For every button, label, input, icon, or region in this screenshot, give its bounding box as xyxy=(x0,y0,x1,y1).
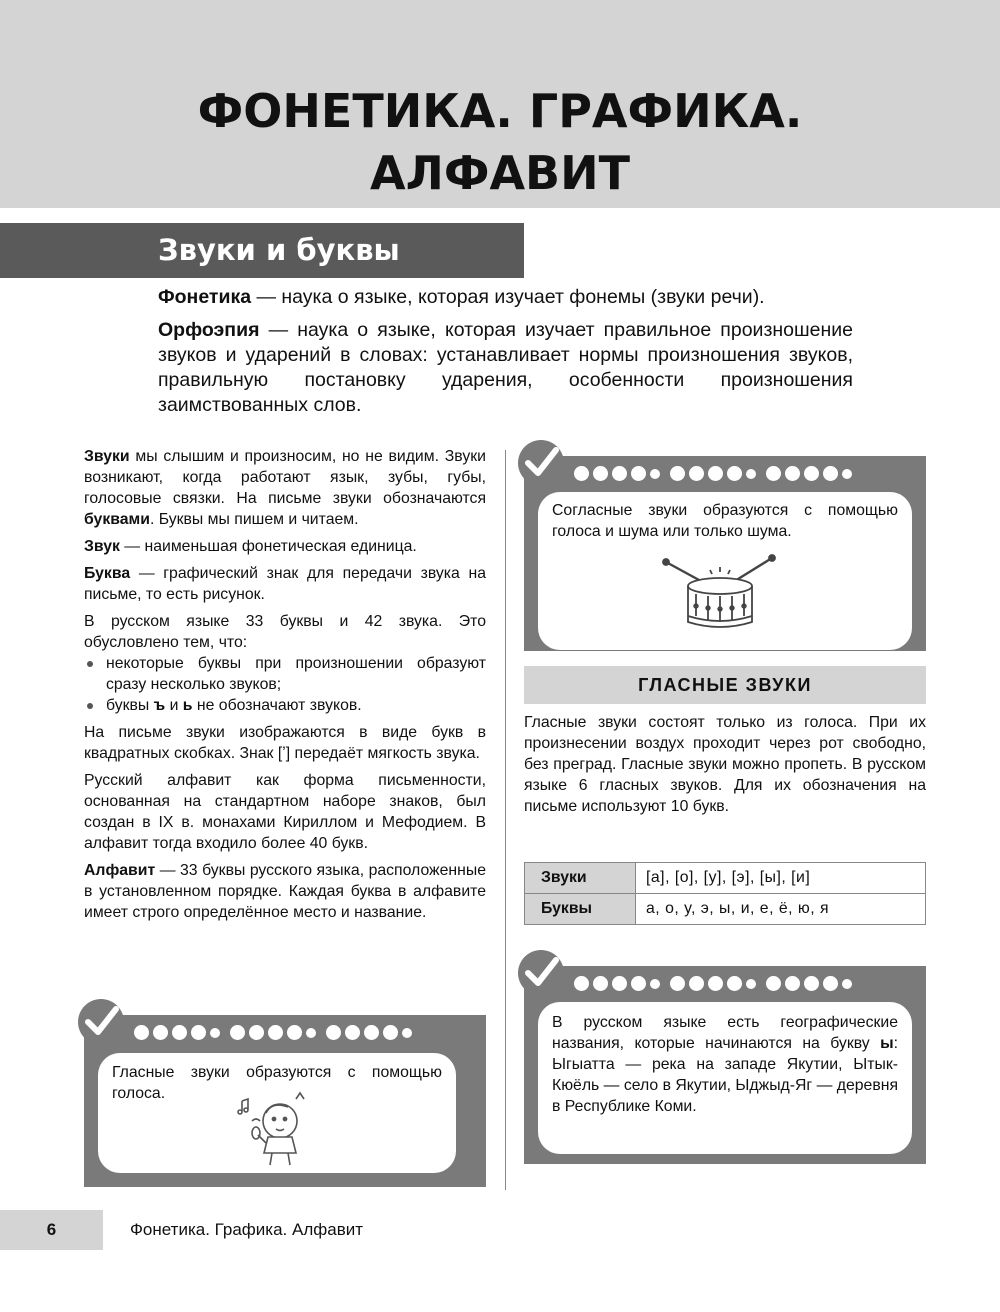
definition-letter: Буква — графический знак для передачи звука на письме, то есть рисунок. xyxy=(84,565,486,603)
table-row xyxy=(525,863,926,894)
running-title: Фонетика. Графика. Алфавит xyxy=(130,1220,364,1239)
chapter-title-line-1: ФОНЕТИКА. ГРАФИКА. xyxy=(197,84,803,138)
table-row-value-sounds: [а], [о], [у], [э], [ы], [и] xyxy=(636,863,926,894)
definition-alphabet: Алфавит — 33 буквы русского языка, расположенные в установленном порядке. Каждая буква в алфавите имеет строго определённое место и название. xyxy=(84,862,486,921)
vowels-section-header: ГЛАСНЫЕ ЗВУКИ xyxy=(524,666,926,704)
note-box-consonants xyxy=(524,456,926,651)
page-number: 6 xyxy=(46,1220,57,1239)
chapter-title xyxy=(0,80,1000,204)
term-orthoepy: Орфоэпия xyxy=(158,319,260,341)
paragraph-sounds: Звуки мы слышим и произносим, но не видим. Звуки возникают, когда работают язык, зубы, губы, голосовые связки. На письме звуки обозначаются буквами. Буквы мы пишем и читаем. xyxy=(84,448,486,528)
singing-child-icon xyxy=(232,1087,312,1169)
bullet-list xyxy=(84,653,486,716)
section-title: Звуки и буквы xyxy=(158,233,400,267)
paragraph-brackets: На письме звуки изображаются в виде букв в квадратных скобках. Знак [ʼ] передаёт мягкость звука. xyxy=(84,724,486,762)
checkmark-icon xyxy=(516,438,566,488)
paragraph-history: Русский алфавит как форма письменности, основанная на стандартном наборе знаков, был создан в IX в. монахами Кириллом и Мефодием. В алфавит тогда входило более 40 букв. xyxy=(84,772,486,852)
note-box-vowels xyxy=(84,1015,486,1187)
table-row-value-letters: а, о, у, э, ы, и, е, ё, ю, я xyxy=(636,894,926,925)
note-box-geography xyxy=(524,966,926,1164)
vowels-description: Гласные звуки состоят только из голоса. При их произнесении воздух проходит через рот свободно, без преград. Гласные звуки можно пропеть. В русском языке 6 гласных звуков. Для их обозначения на письме используют 10 букв. xyxy=(524,714,926,815)
table-row-label-sounds: Звуки xyxy=(525,863,636,894)
note-geography-text: В русском языке есть географические названия, которые начинаются на букву ы: Ыгыатта — река на западе Якутии, Ытык-Кюёль — село в Якутии, Ыджыд-Яг — деревня в Республике Коми. xyxy=(552,1014,899,1115)
note-geography-text-panel xyxy=(538,1002,912,1154)
checkmark-icon xyxy=(76,997,126,1047)
drum-icon xyxy=(660,552,778,632)
list-item: буквы ъ и ь не обозначают звуков. xyxy=(84,695,486,716)
definition-phonetics: Фонетика — наука о языке, которая изучает фонемы (звуки речи). xyxy=(158,286,765,308)
table-row xyxy=(525,894,926,925)
decorative-dots xyxy=(134,1025,412,1040)
left-column xyxy=(84,446,486,929)
term-phonetics: Фонетика xyxy=(158,286,252,308)
list-item: некоторые буквы при произношении образуют сразу несколько звуков; xyxy=(84,653,486,695)
chapter-title-line-2: АЛФАВИТ xyxy=(370,146,630,200)
vowels-table xyxy=(524,862,926,925)
note-consonants-text: Согласные звуки образуются с помощью голоса и шума или только шума. xyxy=(552,502,898,540)
intro-definitions xyxy=(158,285,853,426)
table-row-label-letters: Буквы xyxy=(525,894,636,925)
paragraph-counts: В русском языке 33 буквы и 42 звука. Это обусловлено тем, что: xyxy=(84,613,486,651)
note-vowels-text: Гласные звуки образуются с помощью голоса. xyxy=(112,1064,442,1102)
checkmark-icon xyxy=(516,948,566,998)
definition-orthoepy: Орфоэпия — наука о языке, которая изучает правильное произношение звуков и ударений в словах: устанавливает нормы произношения звуков, правильную постановку ударения, особенности произношения заимствованных слов. xyxy=(158,319,853,416)
decorative-dots xyxy=(574,466,852,481)
definition-sound: Звук — наименьшая фонетическая единица. xyxy=(84,538,417,555)
column-divider xyxy=(505,450,506,1190)
decorative-dots xyxy=(574,976,852,991)
